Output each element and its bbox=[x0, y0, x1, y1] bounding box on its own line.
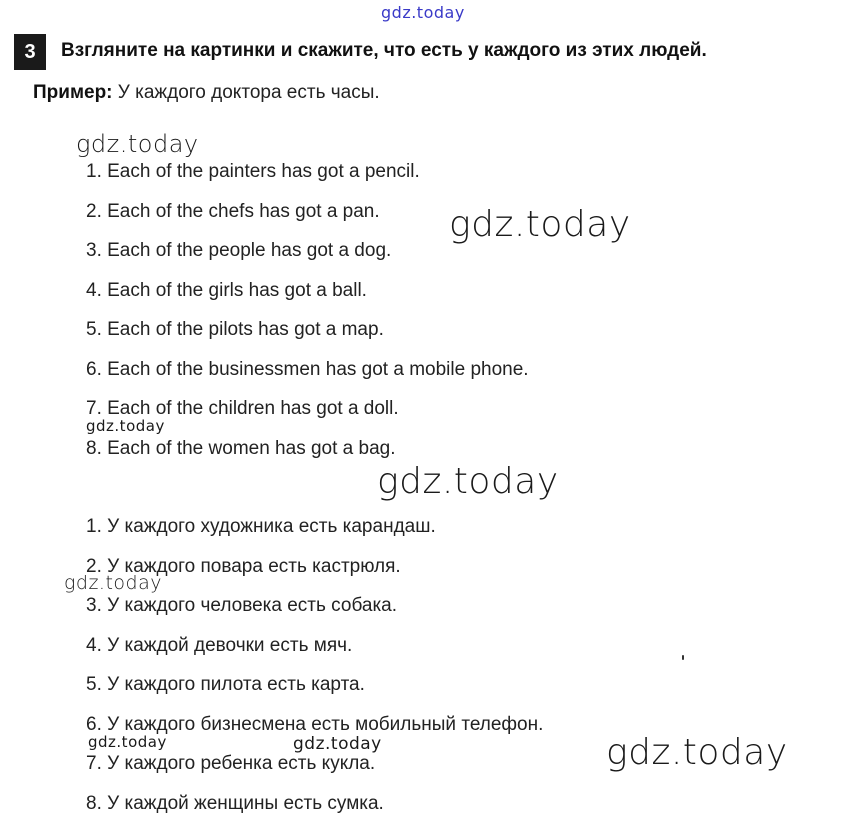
list-item: 6. У каждого бизнесмена есть мобильный телефон. bbox=[86, 713, 544, 735]
watermark: gdz.today bbox=[86, 417, 165, 435]
list-item: 5. У каждого пилота есть карта. bbox=[86, 674, 365, 695]
example-label: Пример: bbox=[33, 82, 113, 103]
watermark: gdz.today bbox=[606, 732, 788, 773]
task-title: Взгляните на картинки и скажите, что есть у каждого из этих людей. bbox=[61, 40, 707, 61]
list-item: 2. У каждого повара есть кастрюля. bbox=[86, 555, 401, 577]
list-item: 1. Each of the painters has got a pencil. bbox=[86, 161, 420, 182]
list-item: 3. У каждого человека есть собака. bbox=[86, 595, 398, 616]
list-item: 6. Each of the businessmen has got a mobile phone. bbox=[86, 358, 529, 380]
watermark: gdz.today bbox=[293, 734, 382, 754]
watermark: gdz.today bbox=[76, 130, 199, 158]
task-example bbox=[33, 82, 380, 104]
list-item: 8. Each of the women has got a bag. bbox=[86, 437, 396, 459]
watermark: gdz.today bbox=[64, 572, 162, 594]
list-item: 3. Each of the people has got a dog. bbox=[86, 240, 392, 261]
answers-russian-list bbox=[86, 507, 543, 823]
answers-english-list bbox=[86, 152, 529, 468]
list-item: 2. Each of the chefs has got a pan. bbox=[86, 200, 380, 222]
list-item: 4. Each of the girls has got a ball. bbox=[86, 279, 367, 301]
scan-speck bbox=[682, 655, 684, 660]
list-item: 8. У каждой женщины есть сумка. bbox=[86, 792, 384, 814]
list-item: 4. У каждой девочки есть мяч. bbox=[86, 634, 353, 656]
watermark-top: gdz.today bbox=[381, 3, 465, 22]
list-item: 7. Each of the children has got a doll. bbox=[86, 398, 399, 419]
list-item: 7. У каждого ребенка есть кукла. bbox=[86, 753, 376, 774]
watermark: gdz.today bbox=[377, 461, 559, 502]
list-item: 1. У каждого художника есть карандаш. bbox=[86, 516, 436, 537]
watermark: gdz.today bbox=[88, 733, 167, 751]
task-number-badge: 3 bbox=[14, 34, 46, 70]
list-item: 5. Each of the pilots has got a map. bbox=[86, 319, 384, 340]
example-text: У каждого доктора есть часы. bbox=[117, 82, 380, 103]
watermark: gdz.today bbox=[449, 204, 631, 245]
